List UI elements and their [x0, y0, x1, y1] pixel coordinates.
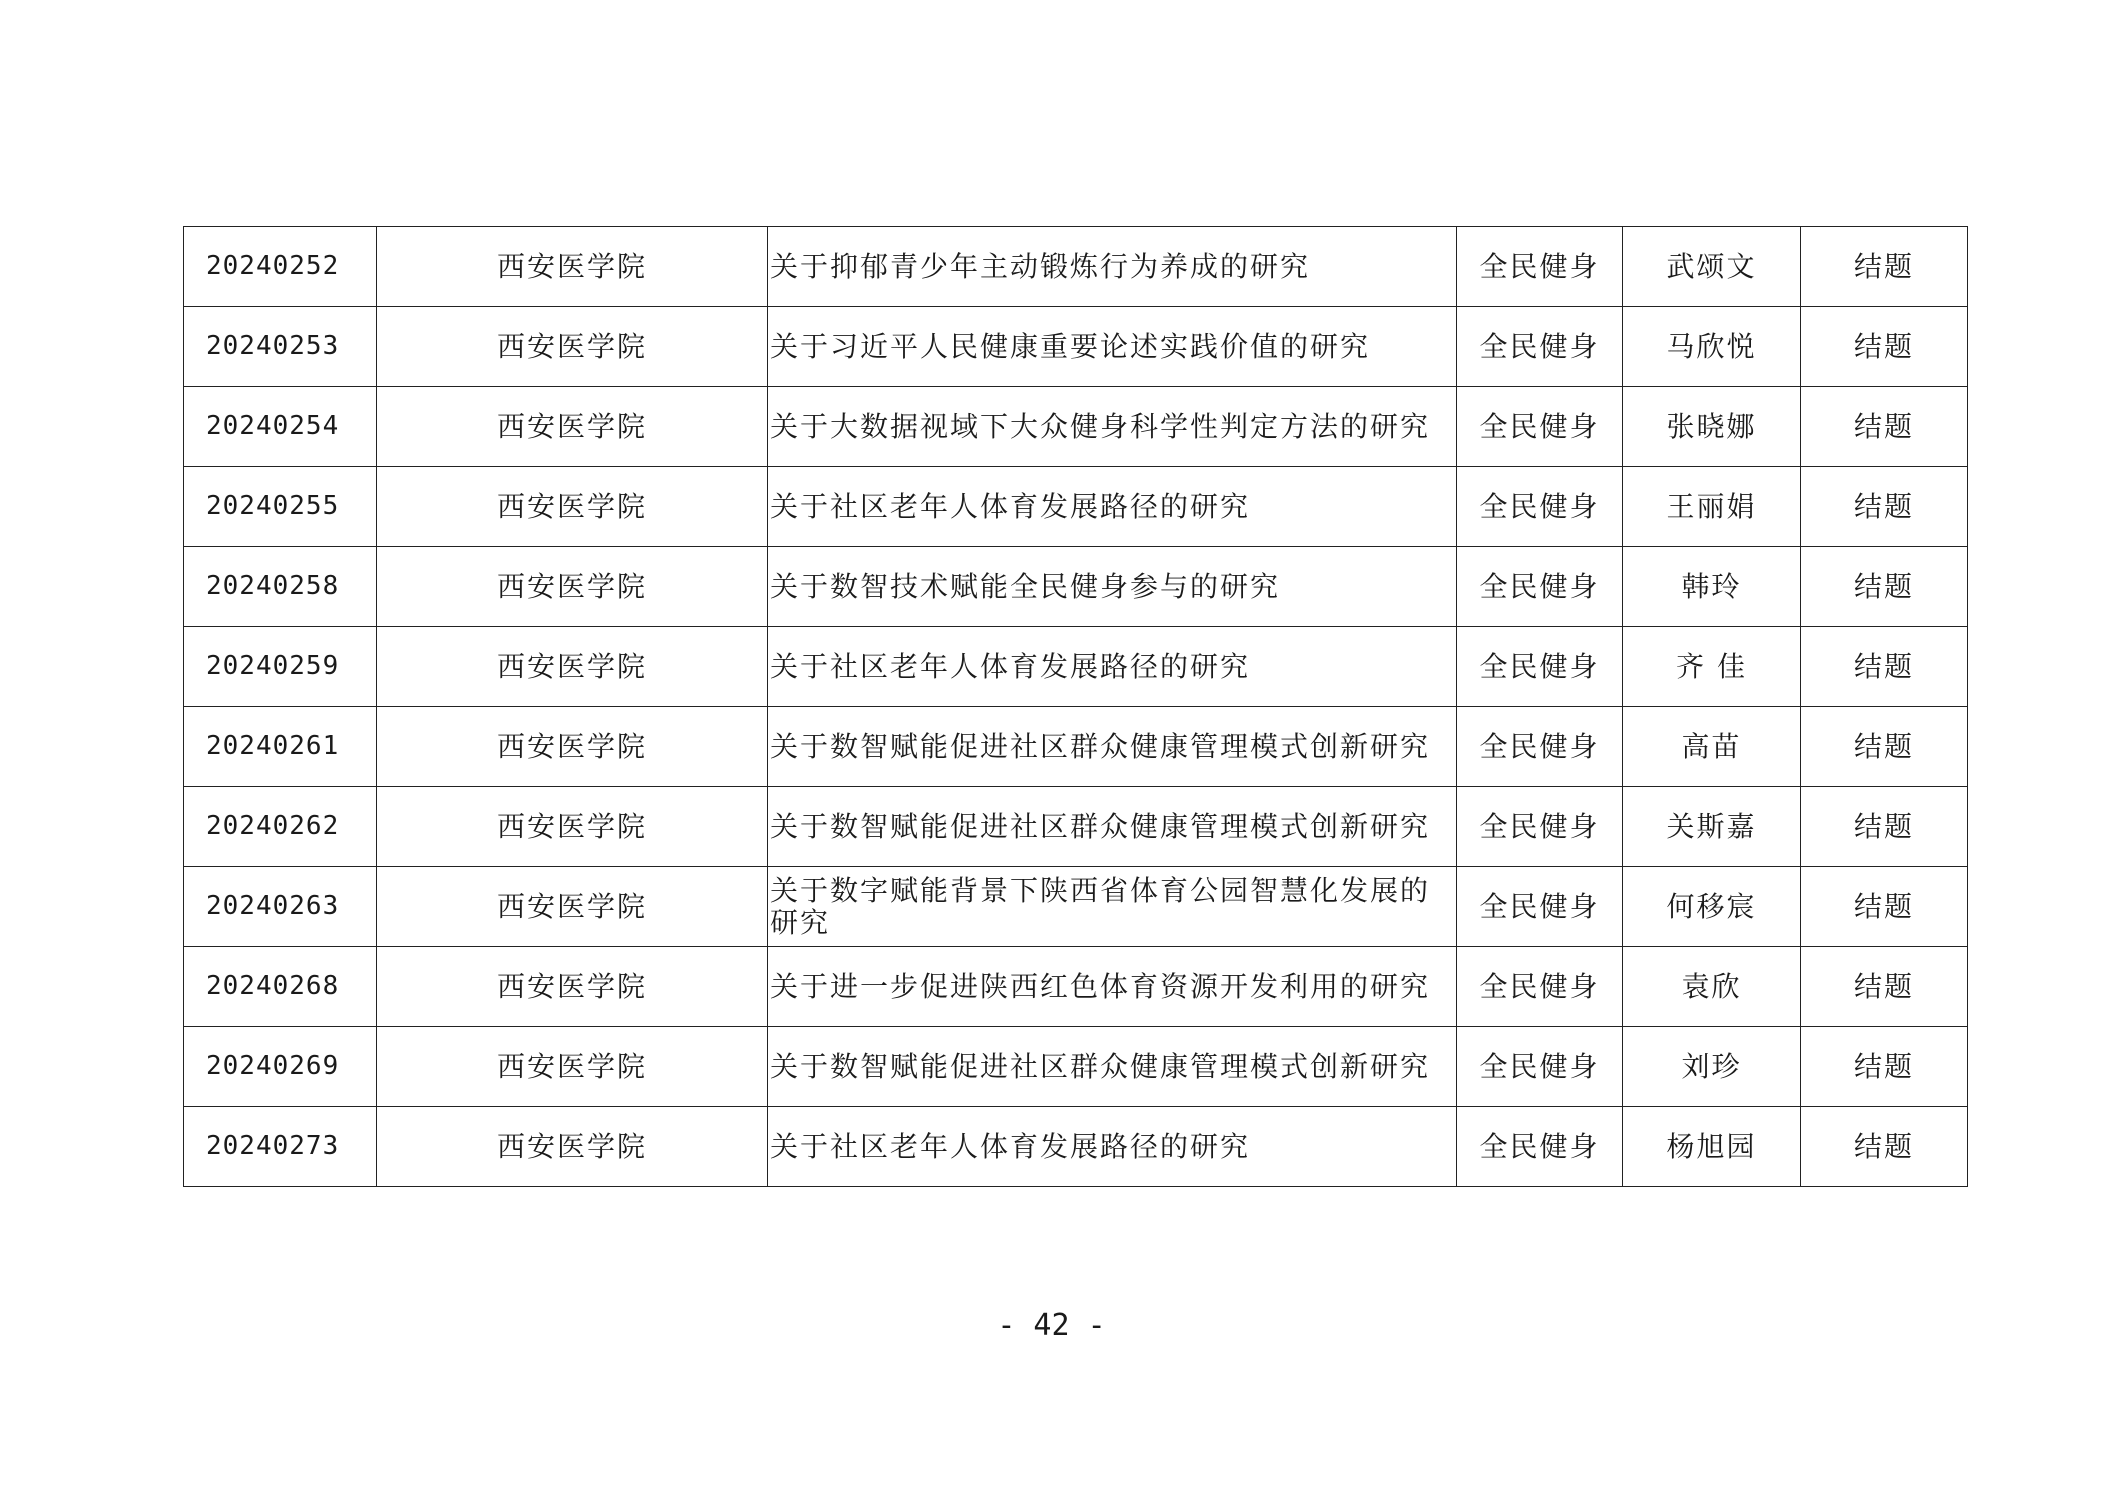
cell-category: 全民健身 — [1457, 227, 1623, 307]
cell-category: 全民健身 — [1457, 387, 1623, 467]
table-row — [184, 707, 1968, 787]
table-row — [184, 1027, 1968, 1107]
cell-unit: 西安医学院 — [377, 227, 768, 307]
table-row — [184, 387, 1968, 467]
cell-project-title: 关于进一步促进陕西红色体育资源开发利用的研究 — [768, 947, 1457, 1027]
cell-status: 结题 — [1801, 627, 1968, 707]
cell-status: 结题 — [1801, 307, 1968, 387]
cell-unit: 西安医学院 — [377, 707, 768, 787]
table-row — [184, 947, 1968, 1027]
cell-person: 张晓娜 — [1623, 387, 1801, 467]
cell-category: 全民健身 — [1457, 1027, 1623, 1107]
cell-project-title: 关于社区老年人体育发展路径的研究 — [768, 627, 1457, 707]
cell-status: 结题 — [1801, 867, 1968, 947]
cell-project-title: 关于社区老年人体育发展路径的研究 — [768, 1107, 1457, 1187]
cell-project-id: 20240252 — [184, 227, 377, 307]
cell-status: 结题 — [1801, 227, 1968, 307]
cell-category: 全民健身 — [1457, 867, 1623, 947]
cell-person: 刘珍 — [1623, 1027, 1801, 1107]
cell-project-id: 20240258 — [184, 547, 377, 627]
cell-person: 高苗 — [1623, 707, 1801, 787]
cell-project-title: 关于抑郁青少年主动锻炼行为养成的研究 — [768, 227, 1457, 307]
cell-category: 全民健身 — [1457, 627, 1623, 707]
cell-project-title: 关于大数据视域下大众健身科学性判定方法的研究 — [768, 387, 1457, 467]
table-row — [184, 867, 1968, 947]
cell-project-title: 关于习近平人民健康重要论述实践价值的研究 — [768, 307, 1457, 387]
cell-project-id: 20240254 — [184, 387, 377, 467]
table-row — [184, 547, 1968, 627]
cell-unit: 西安医学院 — [377, 627, 768, 707]
cell-status: 结题 — [1801, 467, 1968, 547]
cell-category: 全民健身 — [1457, 547, 1623, 627]
cell-project-id: 20240269 — [184, 1027, 377, 1107]
cell-project-title: 关于数字赋能背景下陕西省体育公园智慧化发展的研究 — [768, 867, 1457, 947]
page-number: - 42 - — [997, 1308, 1106, 1343]
table-row — [184, 627, 1968, 707]
cell-project-id: 20240273 — [184, 1107, 377, 1187]
cell-status: 结题 — [1801, 787, 1968, 867]
cell-category: 全民健身 — [1457, 467, 1623, 547]
cell-status: 结题 — [1801, 387, 1968, 467]
cell-unit: 西安医学院 — [377, 547, 768, 627]
cell-category: 全民健身 — [1457, 707, 1623, 787]
table-row — [184, 307, 1968, 387]
cell-project-id: 20240263 — [184, 867, 377, 947]
cell-person: 袁欣 — [1623, 947, 1801, 1027]
cell-status: 结题 — [1801, 947, 1968, 1027]
cell-person: 何移宸 — [1623, 867, 1801, 947]
cell-project-title: 关于社区老年人体育发展路径的研究 — [768, 467, 1457, 547]
cell-project-id: 20240268 — [184, 947, 377, 1027]
cell-project-id: 20240259 — [184, 627, 377, 707]
cell-unit: 西安医学院 — [377, 1027, 768, 1107]
cell-person: 马欣悦 — [1623, 307, 1801, 387]
cell-person: 杨旭园 — [1623, 1107, 1801, 1187]
cell-unit: 西安医学院 — [377, 787, 768, 867]
cell-project-title: 关于数智技术赋能全民健身参与的研究 — [768, 547, 1457, 627]
cell-status: 结题 — [1801, 547, 1968, 627]
cell-status: 结题 — [1801, 707, 1968, 787]
cell-category: 全民健身 — [1457, 947, 1623, 1027]
results-table-body — [184, 227, 1968, 1187]
cell-project-id: 20240255 — [184, 467, 377, 547]
table-row — [184, 1107, 1968, 1187]
cell-project-title: 关于数智赋能促进社区群众健康管理模式创新研究 — [768, 1027, 1457, 1107]
cell-project-id: 20240253 — [184, 307, 377, 387]
cell-project-id: 20240262 — [184, 787, 377, 867]
cell-person: 关斯嘉 — [1623, 787, 1801, 867]
cell-unit: 西安医学院 — [377, 467, 768, 547]
cell-unit: 西安医学院 — [377, 1107, 768, 1187]
cell-status: 结题 — [1801, 1027, 1968, 1107]
table-row — [184, 467, 1968, 547]
cell-category: 全民健身 — [1457, 787, 1623, 867]
cell-unit: 西安医学院 — [377, 387, 768, 467]
cell-person: 齐 佳 — [1623, 627, 1801, 707]
cell-unit: 西安医学院 — [377, 307, 768, 387]
cell-unit: 西安医学院 — [377, 867, 768, 947]
cell-category: 全民健身 — [1457, 1107, 1623, 1187]
table-row — [184, 787, 1968, 867]
results-table — [183, 226, 1968, 1187]
cell-person: 韩玲 — [1623, 547, 1801, 627]
cell-project-id: 20240261 — [184, 707, 377, 787]
cell-project-title: 关于数智赋能促进社区群众健康管理模式创新研究 — [768, 787, 1457, 867]
cell-project-title: 关于数智赋能促进社区群众健康管理模式创新研究 — [768, 707, 1457, 787]
table-row — [184, 227, 1968, 307]
cell-unit: 西安医学院 — [377, 947, 768, 1027]
cell-status: 结题 — [1801, 1107, 1968, 1187]
cell-person: 武颂文 — [1623, 227, 1801, 307]
cell-category: 全民健身 — [1457, 307, 1623, 387]
cell-person: 王丽娟 — [1623, 467, 1801, 547]
